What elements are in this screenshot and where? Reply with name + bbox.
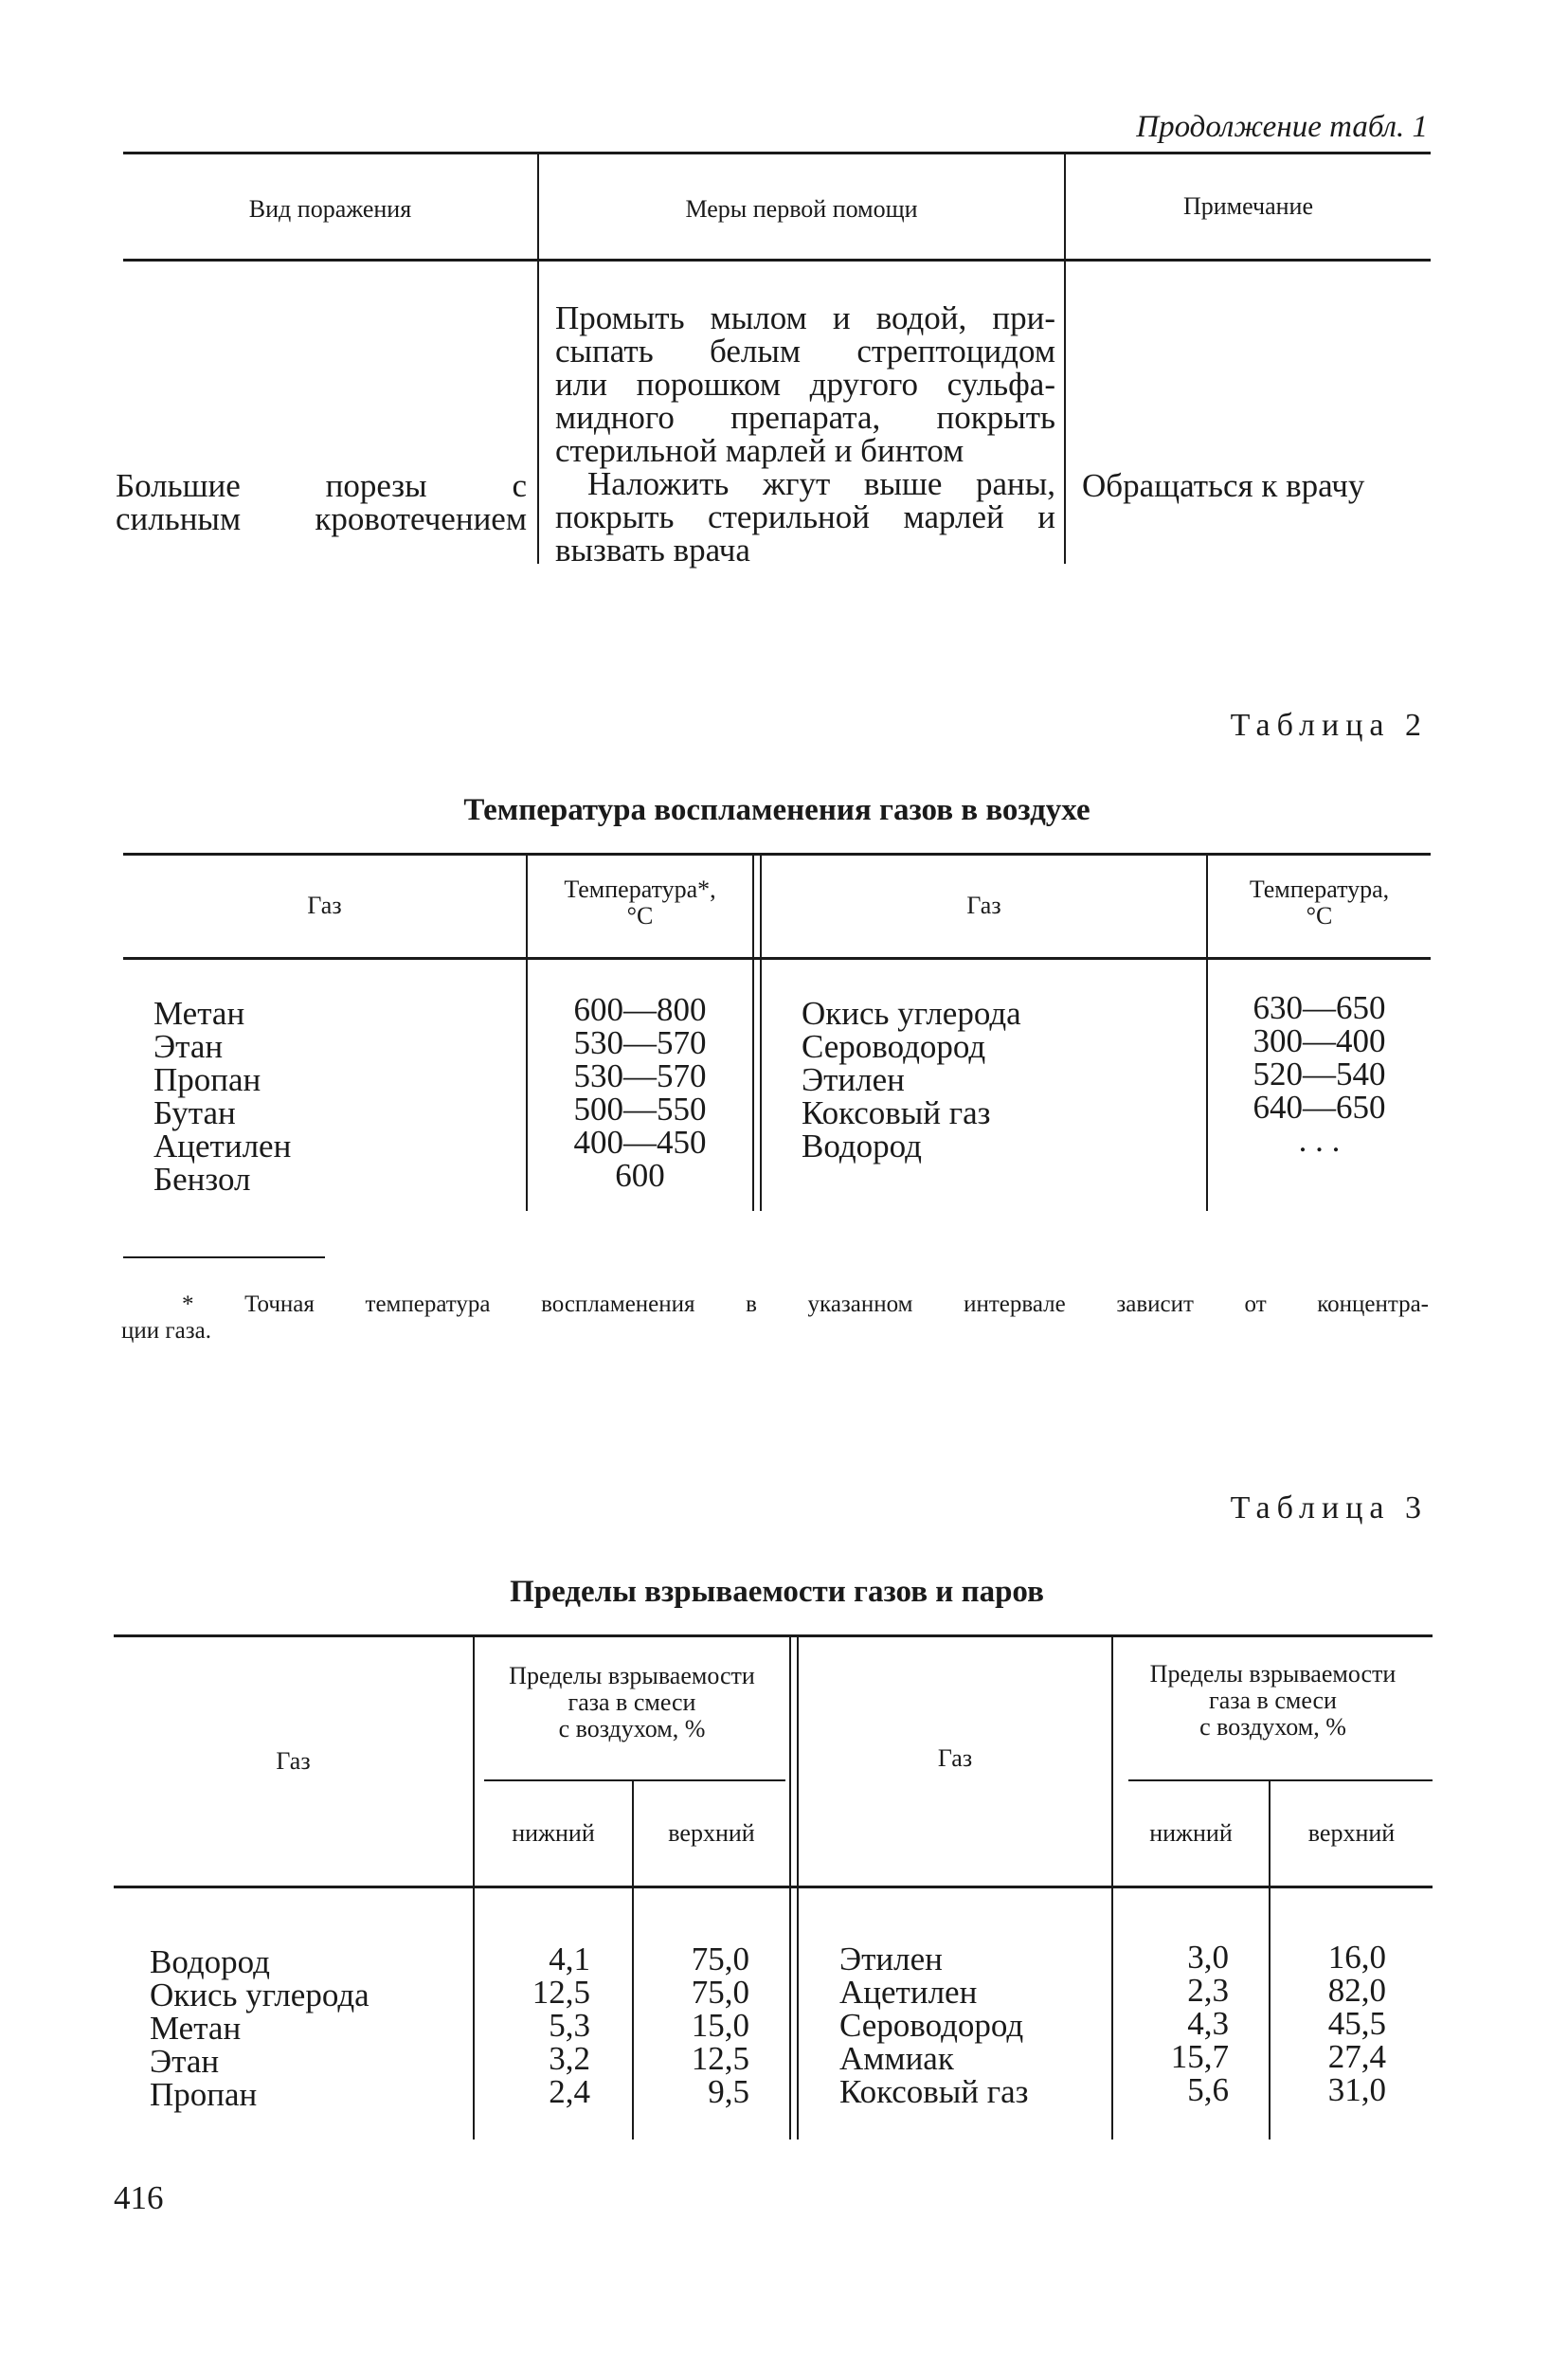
table1-injury-cell: Большие порезы с сильным кровотечением [116, 467, 527, 537]
table3-header-upper-left: верхний [668, 1819, 755, 1847]
list-item: 3,2 [549, 2040, 590, 2077]
list-item: Сероводород [839, 2007, 1024, 2044]
table3-header-gas-right: Газ [937, 1744, 973, 1772]
list-item: Этан [150, 2043, 220, 2080]
table3-sub-rule-right [1128, 1779, 1433, 1781]
list-item: Сероводород [802, 1028, 986, 1065]
table1-aid-cell: Промыть мылом и водой, при- сыпать белым стрептоцидом или порошком другого сульфа- мидного препарата, покрыть стерильной марлей и бинтом Наложить жгут выше раны, покрыть стерильной марлей и вызвать врача [555, 299, 1055, 569]
table3-right-gases [839, 1942, 1029, 2108]
table3-left-gases [150, 1945, 369, 2111]
list-item: 27,4 [1327, 2038, 1386, 2075]
table3-header-limits-left: Пределы взрываемости газа в смеси с воздухом, % [509, 1662, 755, 1742]
table2-label: Таблица 2 [1230, 708, 1428, 743]
table2-left-temps [528, 993, 752, 1192]
page-number: 416 [114, 2179, 164, 2216]
table3-header-lower-right: нижний [1149, 1819, 1233, 1847]
list-item: 300—400 [1253, 1022, 1386, 1059]
list-item: Метан [153, 995, 245, 1032]
list-item: 400—450 [573, 1124, 707, 1161]
table3-title: Пределы взрываемости газов и паров [510, 1575, 1044, 1609]
table1-header-rule [123, 259, 1431, 262]
list-item: Коксовый газ [802, 1094, 991, 1131]
table2-header-gas-right: Газ [966, 892, 1001, 919]
list-item: 75,0 [691, 1941, 749, 1977]
list-item: Бутан [153, 1094, 236, 1131]
list-item: Этилен [802, 1061, 905, 1098]
list-item: Метан [150, 2010, 242, 2047]
table2-header-rule [123, 957, 1431, 960]
list-item: 500—550 [573, 1091, 707, 1128]
table1-header-aid: Меры первой помощи [685, 195, 918, 223]
list-item: 2,4 [549, 2073, 590, 2110]
table2-top-rule [123, 853, 1431, 856]
list-item: 16,0 [1327, 1939, 1386, 1976]
table2-title: Температура воспламенения газов в воздухе [463, 793, 1090, 827]
list-item: Этан [153, 1028, 224, 1065]
list-item: 31,0 [1327, 2071, 1386, 2108]
list-item: Окись углерода [150, 1977, 369, 2013]
list-item: 640—650 [1253, 1089, 1386, 1126]
table3-left-upper [634, 1942, 749, 2108]
table3-right-upper [1271, 1941, 1386, 2106]
list-item: 630—650 [1253, 989, 1386, 1026]
table3-right-lower [1113, 1941, 1229, 2106]
table3-header-limits-right: Пределы взрываемости газа в смеси с воздухом, % [1149, 1660, 1397, 1741]
table1-header-injury: Вид поражения [248, 195, 412, 223]
table3-vline-double-b [797, 1637, 799, 2139]
table3-sub-rule-left [484, 1779, 785, 1781]
list-item: 530—570 [573, 1024, 707, 1061]
list-item: 75,0 [691, 1974, 749, 2011]
list-item: 5,3 [549, 2007, 590, 2044]
table3-header-gas-left: Газ [276, 1747, 311, 1775]
list-item: Пропан [153, 1061, 261, 1098]
list-item: 2,3 [1187, 1972, 1229, 2009]
table2-vline-double-a [752, 856, 754, 1211]
table1-note-cell: Обращаться к врачу [1082, 467, 1365, 504]
list-item: 5,6 [1187, 2071, 1229, 2108]
table3-top-rule [114, 1634, 1433, 1637]
list-item: Ацетилен [153, 1128, 292, 1164]
list-item: Водород [150, 1943, 270, 1980]
footnote-rule [123, 1256, 325, 1258]
list-item: Водород [802, 1128, 922, 1164]
list-item: 12,5 [532, 1974, 590, 2011]
list-item: 45,5 [1327, 2005, 1386, 2042]
list-item: Этилен [839, 1941, 943, 1977]
list-item: . . . [1298, 1122, 1341, 1159]
list-item: 520—540 [1253, 1056, 1386, 1092]
list-item: 4,3 [1187, 2005, 1229, 2042]
table3-vline-double-a [789, 1637, 791, 2139]
list-item: Ацетилен [839, 1974, 978, 2011]
list-item: 82,0 [1327, 1972, 1386, 2009]
table2-header-temp-right: Температура, °С [1249, 876, 1390, 930]
list-item: 15,0 [691, 2007, 749, 2044]
list-item: 530—570 [573, 1057, 707, 1094]
table3-left-lower [475, 1942, 590, 2108]
table1-header-note: Примечание [1182, 192, 1314, 220]
table3-header-rule [114, 1886, 1433, 1888]
list-item: 600—800 [573, 991, 707, 1028]
list-item: 3,0 [1187, 1939, 1229, 1976]
list-item: 4,1 [549, 1941, 590, 1977]
list-item: Бензол [153, 1161, 251, 1198]
table2-header-gas-left: Газ [307, 892, 342, 919]
table2-right-gases [802, 997, 1021, 1163]
table1-top-rule [123, 152, 1431, 154]
list-item: Окись углерода [802, 995, 1021, 1032]
table3-header-upper-right: верхний [1307, 1819, 1396, 1847]
table2-header-temp-left: Температура*, °С [564, 876, 716, 930]
list-item: 600 [615, 1157, 665, 1194]
list-item: 12,5 [691, 2040, 749, 2077]
list-item: Аммиак [839, 2040, 954, 2077]
list-item: 9,5 [708, 2073, 749, 2110]
table3-label: Таблица 3 [1230, 1490, 1428, 1526]
list-item: Пропан [150, 2076, 258, 2113]
continuation-label: Продолжение табл. 1 [1136, 110, 1428, 144]
list-item: 15,7 [1170, 2038, 1229, 2075]
table2-right-temps [1208, 991, 1431, 1157]
table3-header-lower-left: нижний [512, 1819, 595, 1847]
table2-footnote: * Точная температура воспламенения в указанном интервале зависит от концентра- ции газа. [121, 1291, 1429, 1344]
list-item: Коксовый газ [839, 2073, 1029, 2110]
table2-left-gases [153, 997, 291, 1196]
